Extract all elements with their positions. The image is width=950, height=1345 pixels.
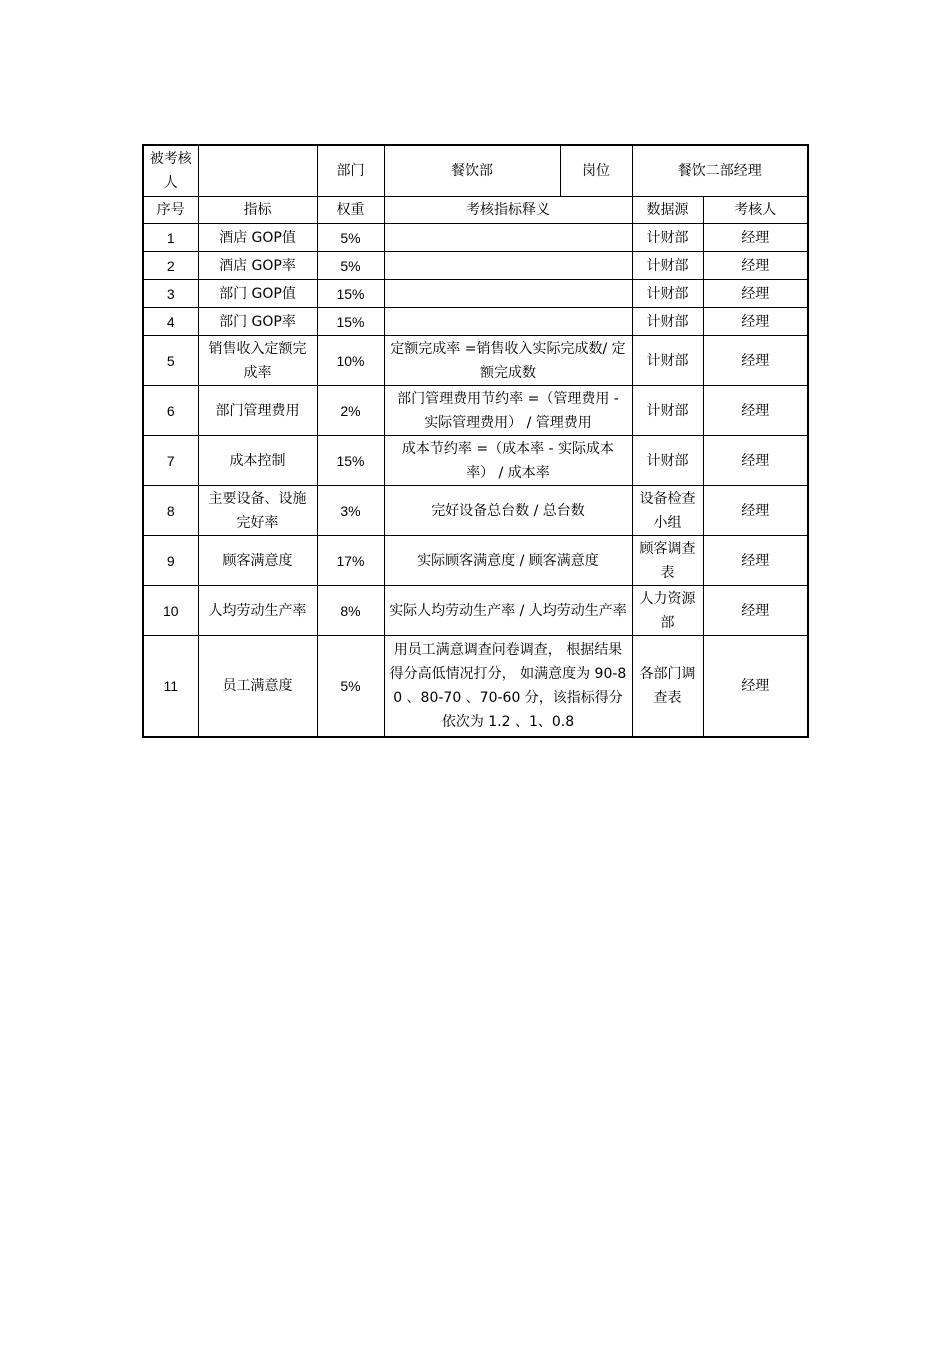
row-assessor: 经理 — [703, 336, 808, 386]
col-seq: 序号 — [143, 197, 198, 224]
row-seq: 1 — [143, 224, 198, 252]
row-assessor: 经理 — [703, 536, 808, 586]
row-weight: 3% — [317, 486, 384, 536]
row-weight: 15% — [317, 308, 384, 336]
assessee-value — [198, 145, 317, 197]
row-indicator: 部门 GOP值 — [198, 280, 317, 308]
row-weight: 10% — [317, 336, 384, 386]
col-definition: 考核指标释义 — [384, 197, 632, 224]
row-definition — [384, 252, 632, 280]
dept-label: 部门 — [317, 145, 384, 197]
row-indicator: 部门 GOP率 — [198, 308, 317, 336]
row-indicator: 员工满意度 — [198, 636, 317, 738]
row-seq: 8 — [143, 486, 198, 536]
col-assessor: 考核人 — [703, 197, 808, 224]
row-assessor: 经理 — [703, 224, 808, 252]
col-indicator: 指标 — [198, 197, 317, 224]
row-indicator: 酒店 GOP率 — [198, 252, 317, 280]
row-seq: 11 — [143, 636, 198, 738]
row-indicator: 部门管理费用 — [198, 386, 317, 436]
row-assessor: 经理 — [703, 280, 808, 308]
row-weight: 17% — [317, 536, 384, 586]
table-row — [143, 386, 808, 436]
row-definition: 定额完成率 =销售收入实际完成数/ 定额完成数 — [384, 336, 632, 386]
row-source: 计财部 — [632, 336, 703, 386]
post-value: 餐饮二部经理 — [632, 145, 808, 197]
row-weight: 2% — [317, 386, 384, 436]
table-row — [143, 280, 808, 308]
table-row — [143, 224, 808, 252]
col-weight: 权重 — [317, 197, 384, 224]
table-row — [143, 252, 808, 280]
row-seq: 3 — [143, 280, 198, 308]
row-definition — [384, 280, 632, 308]
row-definition: 完好设备总台数 / 总台数 — [384, 486, 632, 536]
row-definition: 实际人均劳动生产率 / 人均劳动生产率 — [384, 586, 632, 636]
col-source: 数据源 — [632, 197, 703, 224]
row-weight: 8% — [317, 586, 384, 636]
row-source: 计财部 — [632, 436, 703, 486]
row-assessor: 经理 — [703, 486, 808, 536]
row-source: 计财部 — [632, 224, 703, 252]
table-row — [143, 586, 808, 636]
row-indicator: 酒店 GOP值 — [198, 224, 317, 252]
row-seq: 7 — [143, 436, 198, 486]
row-source: 顾客调查表 — [632, 536, 703, 586]
row-seq: 10 — [143, 586, 198, 636]
row-seq: 5 — [143, 336, 198, 386]
column-header-row — [143, 197, 808, 224]
row-seq: 6 — [143, 386, 198, 436]
assessee-label: 被考核人 — [143, 145, 198, 197]
row-seq: 4 — [143, 308, 198, 336]
table-row — [143, 436, 808, 486]
row-assessor: 经理 — [703, 308, 808, 336]
header-row — [143, 145, 808, 197]
table-row — [143, 486, 808, 536]
row-indicator: 主要设备、设施完好率 — [198, 486, 317, 536]
row-assessor: 经理 — [703, 636, 808, 738]
row-source: 人力资源部 — [632, 586, 703, 636]
assessment-table — [142, 144, 809, 738]
row-source: 计财部 — [632, 280, 703, 308]
row-assessor: 经理 — [703, 252, 808, 280]
row-definition — [384, 308, 632, 336]
row-indicator: 销售收入定额完成率 — [198, 336, 317, 386]
table-row — [143, 308, 808, 336]
row-source: 计财部 — [632, 386, 703, 436]
row-indicator: 成本控制 — [198, 436, 317, 486]
row-weight: 15% — [317, 436, 384, 486]
table-row — [143, 636, 808, 738]
row-source: 各部门调查表 — [632, 636, 703, 738]
row-definition: 实际顾客满意度 / 顾客满意度 — [384, 536, 632, 586]
row-source: 计财部 — [632, 308, 703, 336]
row-definition: 部门管理费用节约率 =（管理费用 - 实际管理费用） / 管理费用 — [384, 386, 632, 436]
row-assessor: 经理 — [703, 386, 808, 436]
row-indicator: 顾客满意度 — [198, 536, 317, 586]
row-weight: 5% — [317, 636, 384, 738]
assessment-sheet — [142, 144, 807, 738]
row-weight: 5% — [317, 252, 384, 280]
row-assessor: 经理 — [703, 586, 808, 636]
row-assessor: 经理 — [703, 436, 808, 486]
row-definition: 用员工满意调查问卷调查， 根据结果得分高低情况打分， 如满意度为 90-80 、80-70 、70-60 分，该指标得分依次为 1.2 、1、0.8 — [384, 636, 632, 738]
row-weight: 5% — [317, 224, 384, 252]
row-definition — [384, 224, 632, 252]
table-row — [143, 336, 808, 386]
row-definition: 成本节约率 =（成本率 - 实际成本率） / 成本率 — [384, 436, 632, 486]
row-seq: 9 — [143, 536, 198, 586]
row-weight: 15% — [317, 280, 384, 308]
post-label: 岗位 — [560, 145, 632, 197]
row-source: 计财部 — [632, 252, 703, 280]
dept-value: 餐饮部 — [384, 145, 560, 197]
row-seq: 2 — [143, 252, 198, 280]
row-source: 设备检查小组 — [632, 486, 703, 536]
row-indicator: 人均劳动生产率 — [198, 586, 317, 636]
table-row — [143, 536, 808, 586]
